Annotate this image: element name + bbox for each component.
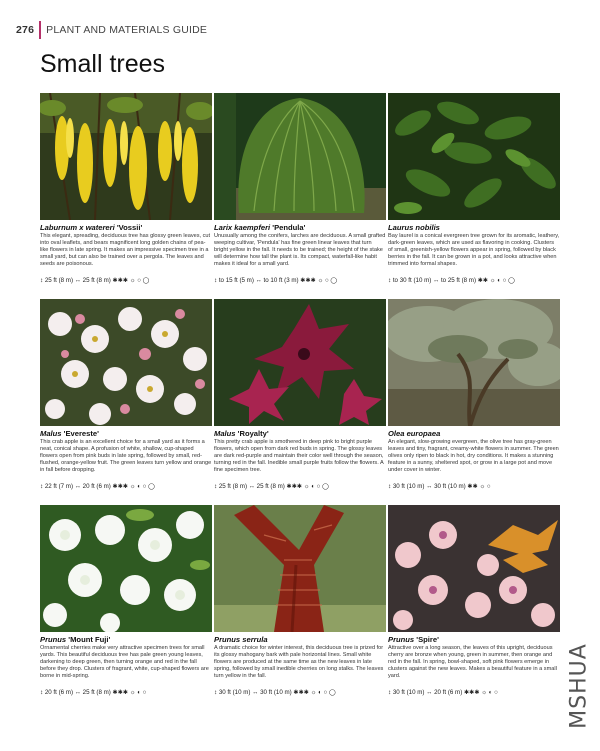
plant-description: Unusually among the conifers, larches are deciduous. A small grafted weeping cultivar, 'Pendula' has fine green linear leaves that turn bright yellow in the fall. It needs to be trained; the height of the stake will determine how tall the plant is. Its compact, waterfall-like habit makes it ideal for a small yard. bbox=[214, 233, 386, 267]
plant-photo-malus-royalty bbox=[214, 299, 386, 426]
plant-description: Bay laurel is a conical evergreen tree grown for its aromatic, leathery, dark-green leaves, which are used as flavoring in cooking. Clusters of small, greenish-yellow flowers appear in spring, followed by black berries in the fall. It can be grown in a pot, and looks attractive when trimmed into formal shapes. bbox=[388, 233, 560, 267]
plant-specs: ↕ 25 ft (8 m) ↔ 25 ft (8 m) ✱✱✱ ☼ ○ ◯ bbox=[40, 277, 150, 284]
plant-name: Olea europaea bbox=[388, 429, 441, 438]
plant-entry-malus-royalty bbox=[214, 299, 386, 490]
plant-name: Prunus 'Mount Fuji' bbox=[40, 635, 111, 644]
plant-name: Malus 'Evereste' bbox=[40, 429, 99, 438]
plant-name: Laurus nobilis bbox=[388, 223, 440, 232]
plant-specs: ↕ 20 ft (6 m) ↔ 25 ft (8 m) ✱✱✱ ☼ ◐ ○ bbox=[40, 689, 147, 696]
plant-entry-prunus-serrula bbox=[214, 505, 386, 696]
plant-specs: ↕ 30 ft (10 m) ↔ 30 ft (10 m) ✱✱✱ ☼ ◐ ○ ◯ bbox=[214, 689, 336, 696]
plant-description: This elegant, spreading, deciduous tree has glossy green leaves, cut into oval leaflets, and bears magnificent long golden chains of pea-like flowers in late spring. It makes an impressive specimen tree in a small yard, but can also be trained over a pergola. The leaves and seeds are poisonous. bbox=[40, 233, 211, 267]
plant-specs: ↕ 25 ft (8 m) ↔ 25 ft (8 m) ✱✱✱ ☼ ◐ ○ ◯ bbox=[214, 483, 330, 490]
plant-entry-prunus-mount-fuji bbox=[40, 505, 212, 696]
plant-photo-olea bbox=[388, 299, 560, 426]
side-watermark-text: MSHUA bbox=[566, 643, 592, 729]
plant-specs: ↕ 30 ft (10 m) ↔ 20 ft (6 m) ✱✱✱ ☼ ◐ ○ bbox=[388, 689, 498, 696]
plant-name: Malus 'Royalty' bbox=[214, 429, 269, 438]
plant-description: A dramatic choice for winter interest, this deciduous tree is prized for its glossy mahogany bark with pale horizontal lines. Small white flowers are produced at the same time as the new leaves in late spring, followed by small inedible cherries on long stalks. The leaves turn yellow in the fall. bbox=[214, 645, 384, 679]
plant-specs: ↕ to 15 ft (5 m) ↔ to 10 ft (3 m) ✱✱✱ ☼ ○ ◯ bbox=[214, 277, 338, 284]
page-number: 276 bbox=[16, 24, 35, 36]
plant-name: Larix kaempferi 'Pendula' bbox=[214, 223, 306, 232]
plant-photo-malus-evereste bbox=[40, 299, 212, 426]
plant-name: Prunus serrula bbox=[214, 635, 268, 644]
section-name: PLANT AND MATERIALS GUIDE bbox=[46, 24, 208, 36]
plant-entry-prunus-spire bbox=[388, 505, 560, 696]
plant-entry-larix bbox=[214, 93, 386, 284]
plant-photo-laburnum bbox=[40, 93, 212, 220]
plant-description: This crab apple is an excellent choice for a small yard as it forms a neat, conical shape. A profusion of white, shallow, cup-shaped flowers open from pink buds in late spring, followed by small, red-flushed, orange-yellow fruit. The green leaves turn yellow and orange in fall before dropping. bbox=[40, 439, 212, 473]
plant-specs: ↕ to 30 ft (10 m) ↔ to 25 ft (8 m) ✱✱ ☼ ◐ ○ ◯ bbox=[388, 277, 516, 284]
plant-photo-prunus-serrula bbox=[214, 505, 386, 632]
plant-entry-olea bbox=[388, 299, 560, 490]
plant-entry-laburnum bbox=[40, 93, 212, 284]
plant-photo-laurus bbox=[388, 93, 560, 220]
plant-entry-laurus bbox=[388, 93, 560, 284]
plant-description: This pretty crab apple is smothered in deep pink to bright purple flowers, which open from dark red buds in spring. The glossy leaves are dark red-purple and maintain their color well through the season, turning red in the fall. Inedible small purple fruits follow the flowers. A fine specimen tree. bbox=[214, 439, 384, 473]
plant-photo-prunus-spire bbox=[388, 505, 560, 632]
side-watermark bbox=[566, 636, 592, 736]
plant-specs: ↕ 30 ft (10 m) ↔ 30 ft (10 m) ✱✱ ☼ ○ bbox=[388, 483, 491, 490]
plant-specs: ↕ 22 ft (7 m) ↔ 20 ft (6 m) ✱✱✱ ☼ ◐ ○ ◯ bbox=[40, 483, 156, 490]
plant-description: Ornamental cherries make very attractive specimen trees for small yards. This beautiful deciduous tree has pale green young leaves, darkening to deep green, then turning orange and red in the fall before they drop. Clusters of fragrant, white, cup-shaped flowers are borne in mid-spring. bbox=[40, 645, 209, 679]
plant-description: An elegant, slow-growing evergreen, the olive tree has gray-green leaves and tiny, fragrant, creamy-white flowers in summer. The green olives only ripen to black in hot, dry conditions. It makes a stunning feature in a sunny, sheltered spot, or grow in a large pot and move under cover in winter. bbox=[388, 439, 559, 473]
plant-photo-larix bbox=[214, 93, 386, 220]
plant-entry-malus-evereste bbox=[40, 299, 212, 490]
plant-name: Laburnum x watereri 'Vossii' bbox=[40, 223, 143, 232]
page-title: Small trees bbox=[40, 50, 166, 78]
plant-description: Attractive over a long season, the leaves of this upright, deciduous cherry are bronze when young, green in summer, then orange and red in the fall. In spring, bowl-shaped, soft pink flowers emerge in clusters against the new leaves. Makes a beautiful feature in a small yard. bbox=[388, 645, 557, 679]
plant-photo-prunus-mount-fuji bbox=[40, 505, 212, 632]
plant-name: Prunus 'Spire' bbox=[388, 635, 439, 644]
